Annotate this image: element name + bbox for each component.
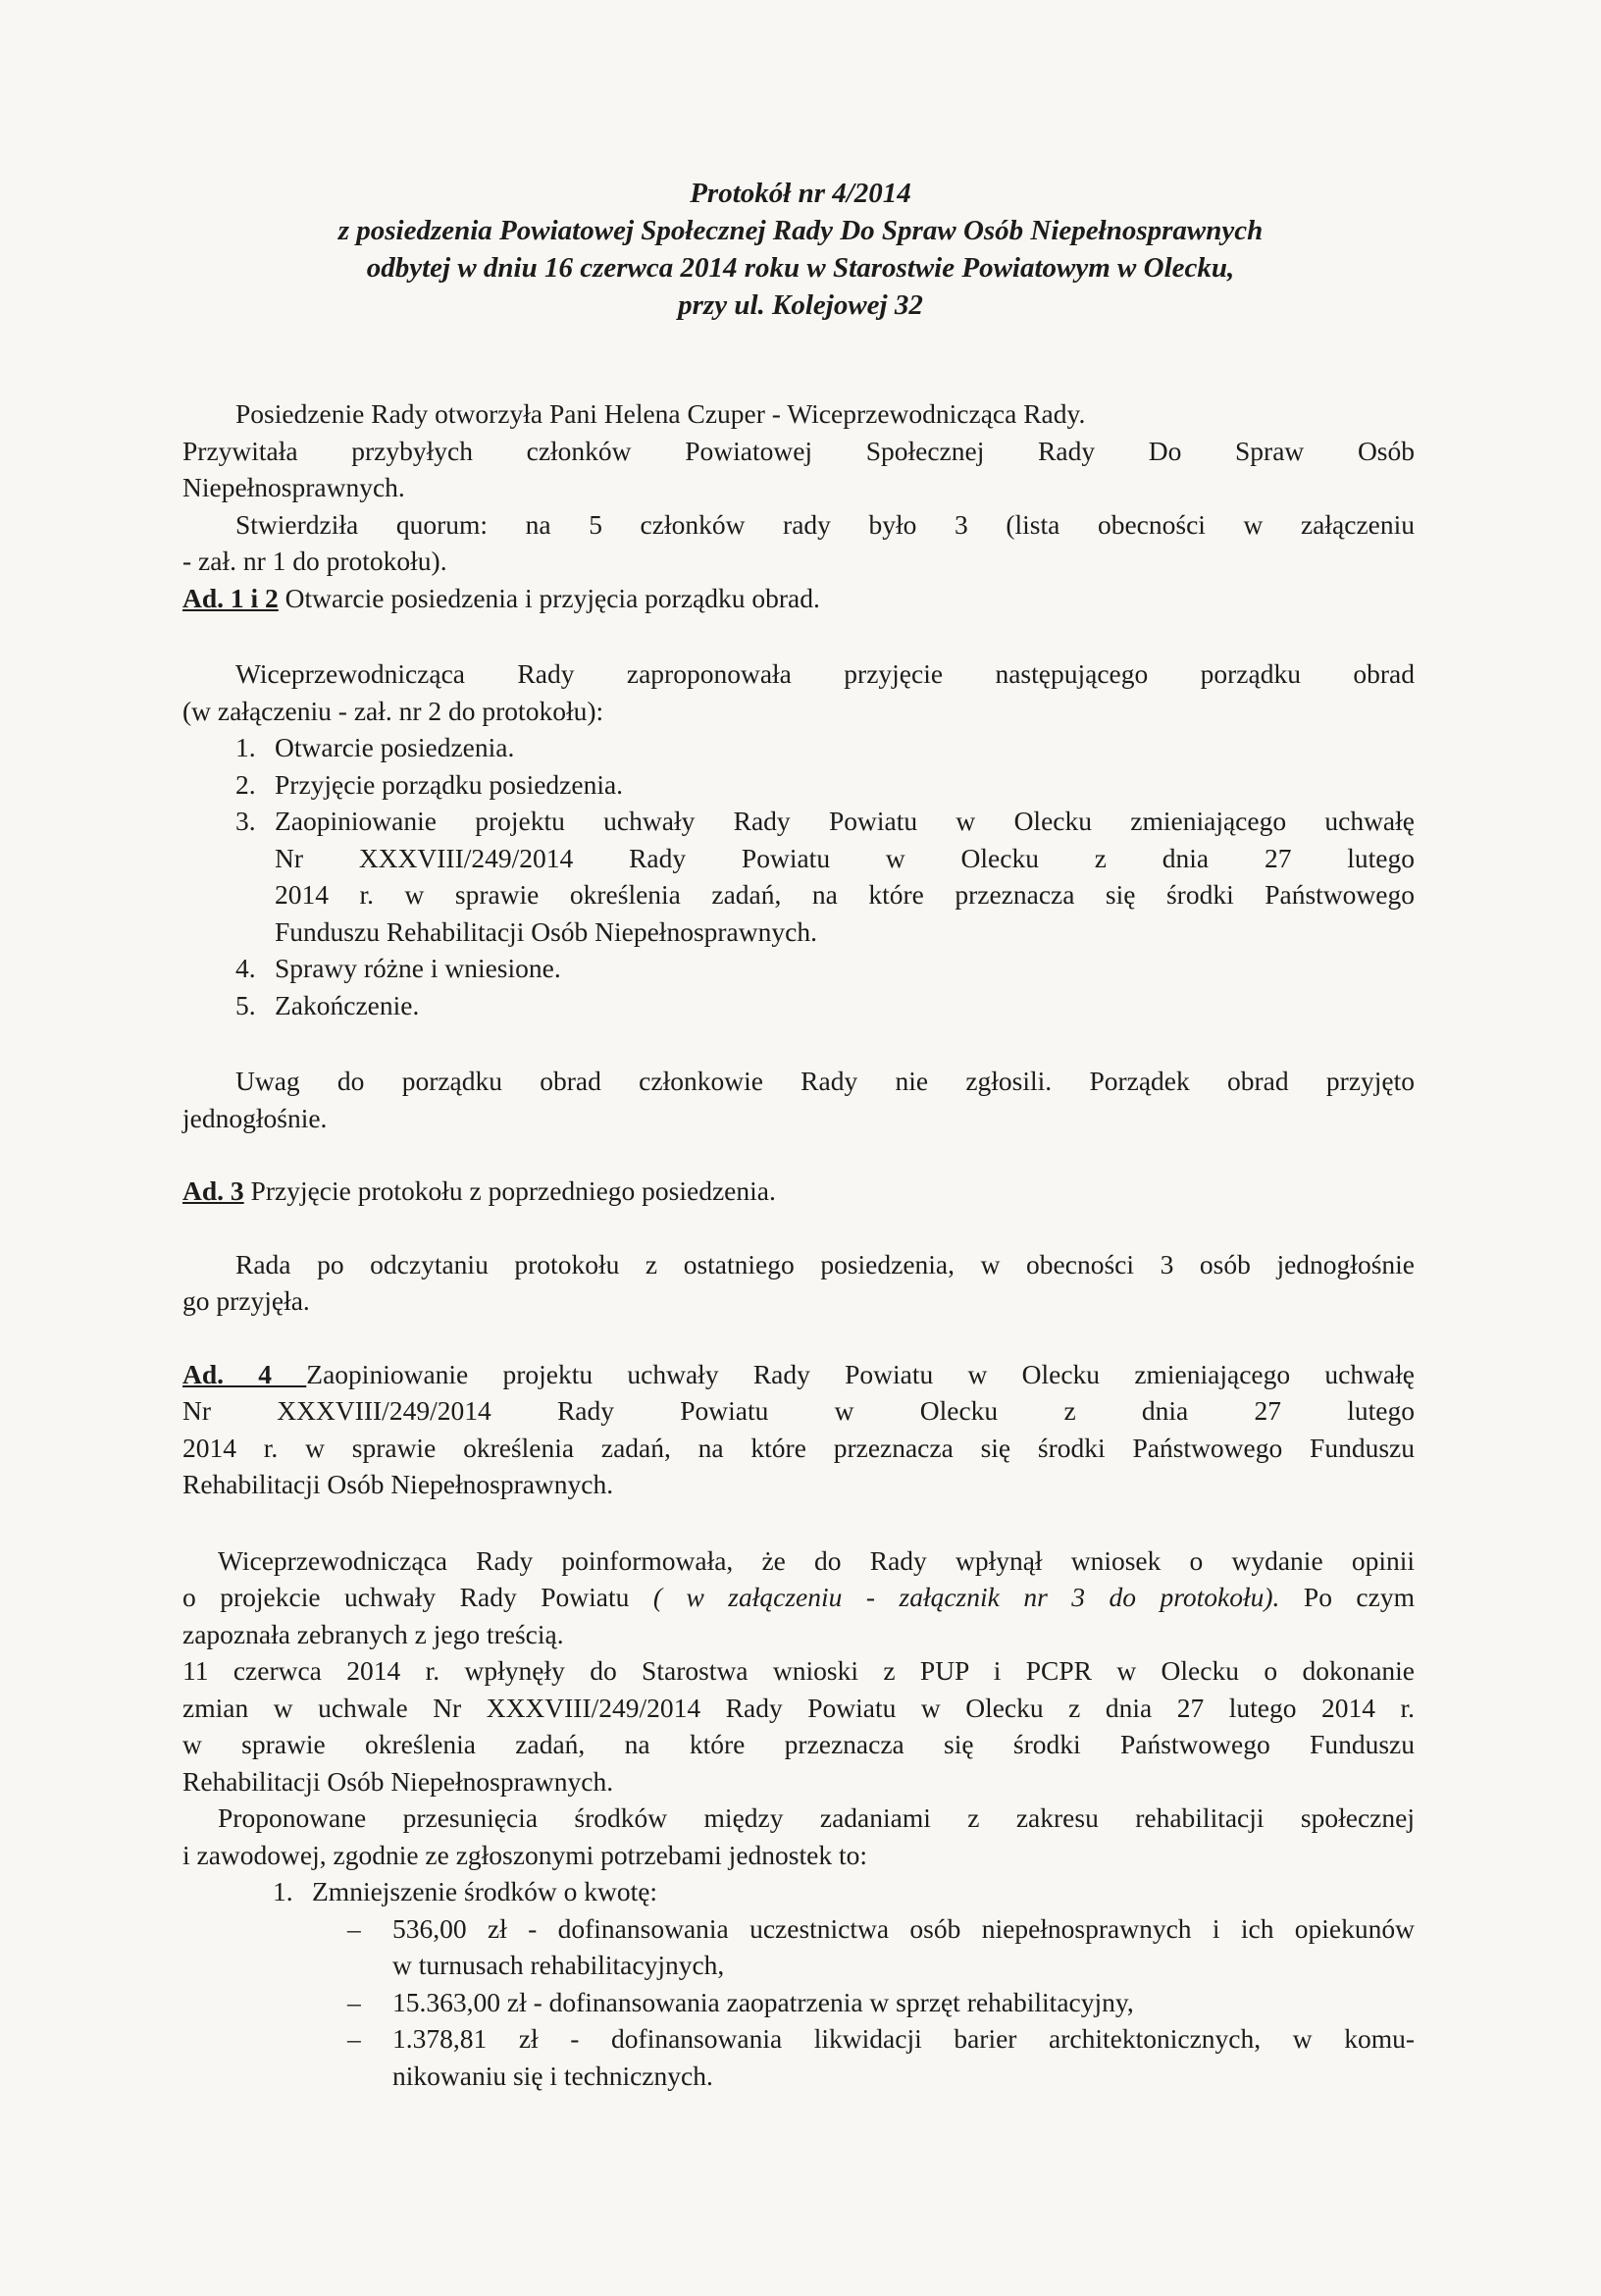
list-text-line: Zaopiniowanie projektu uchwały Rady Powiatu w Olecku zmieniającego uchwałę: [275, 806, 1415, 836]
list-item: [235, 766, 1415, 804]
dash-mark: –: [347, 2023, 361, 2054]
dash-mark: –: [347, 1986, 361, 2017]
dash-text-line: w turnusach rehabilitacyjnych,: [392, 1950, 725, 1980]
paragraph: Nr XXXVIII/249/2014 Rady Powiatu w Olecku z dnia 27 lutego: [182, 1395, 1415, 1426]
dash-text-line: nikowaniu się i technicznych.: [392, 2060, 713, 2091]
paragraph: Niepełnosprawnych.: [182, 472, 405, 502]
section-heading: [182, 1173, 1415, 1210]
dash-item: [347, 1984, 1415, 2021]
dash-item: [347, 1910, 1415, 1984]
title-line: przy ul. Kolejowej 32: [678, 289, 923, 321]
paragraph: Rehabilitacji Osób Niepełnosprawnych.: [182, 1469, 614, 1499]
list-text: Zmniejszenie środków o kwotę:: [312, 1876, 658, 1906]
list-item: [235, 729, 1415, 766]
list-text: [275, 803, 1415, 950]
paragraph: Posiedzenie Rady otworzyła Pani Helena Czuper - Wiceprzewodnicząca Rady.: [235, 398, 1086, 429]
title-line: z posiedzenia Powiatowej Społecznej Rady Do Spraw Osób Niepełnosprawnych: [337, 215, 1264, 246]
list-text: Przyjęcie porządku posiedzenia.: [275, 768, 624, 800]
list-item: [235, 950, 1415, 987]
list-item: [273, 1873, 1415, 1910]
reduction-list: [273, 1873, 1415, 1910]
agenda-list: [182, 729, 1415, 1023]
paragraph: zapoznała zebranych z jego treścią.: [182, 1618, 564, 1649]
list-number: 1.: [235, 732, 256, 762]
list-text-line: Funduszu Rehabilitacji Osób Niepełnosprawnych.: [275, 915, 817, 947]
list-text-line: 2014 r. w sprawie określenia zadań, na które przeznacza się środki Państwowego: [275, 879, 1415, 910]
list-text-line: Nr XXXVIII/249/2014 Rady Powiatu w Olecku z dnia 27 lutego: [275, 842, 1415, 873]
paragraph: zmian w uchwale Nr XXXVIII/249/2014 Rady Powiatu w Olecku z dnia 27 lutego 2014 r.: [182, 1692, 1415, 1723]
paragraph: 2014 r. w sprawie określenia zadań, na które przeznacza się środki Państwowego Funduszu: [182, 1432, 1415, 1463]
paragraph: Rada po odczytaniu protokołu z ostatniego posiedzenia, w obecności 3 osób jednogłośnie: [235, 1248, 1415, 1279]
section-title: Przyjęcie protokołu z poprzedniego posiedzenia.: [243, 1175, 776, 1206]
paragraph: go przyjęła.: [182, 1285, 310, 1316]
paragraph: Uwag do porządku obrad członkowie Rady nie zgłosili. Porządek obrad przyjęto: [235, 1066, 1415, 1096]
list-text: Otwarcie posiedzenia.: [275, 732, 515, 762]
paragraph: - zał. nr 1 do protokołu).: [182, 546, 447, 576]
list-number: 5.: [235, 989, 256, 1020]
dash-text-line: 15.363,00 zł - dofinansowania zaopatrzenia w sprzęt rehabilitacyjny,: [392, 1986, 1134, 2017]
paragraph: Wiceprzewodnicząca Rady zaproponowała przyjęcie następującego porządku obrad: [235, 658, 1415, 689]
paragraph: jednogłośnie.: [182, 1102, 328, 1133]
list-text: Sprawy różne i wniesione.: [275, 953, 561, 983]
dash-text: [392, 2020, 1415, 2094]
paragraph: Wiceprzewodnicząca Rady poinformowała, że do Rady wpłynął wniosek o wydanie opinii: [218, 1544, 1415, 1576]
paragraph: Rehabilitacji Osób Niepełnosprawnych.: [182, 1765, 614, 1797]
section-label: Ad. 3: [182, 1175, 244, 1206]
paragraph: w sprawie określenia zadań, na które przeznacza się środki Państwowego Funduszu: [182, 1729, 1415, 1759]
dash-item: [347, 2020, 1415, 2094]
section-title: Zaopiniowanie projektu uchwały Rady Powiatu w Olecku zmieniającego uchwałę: [306, 1358, 1415, 1389]
document-title: [0, 175, 1601, 324]
section-label: Ad. 4: [182, 1358, 307, 1389]
paragraph: 11 czerwca 2014 r. wpłynęły do Starostwa wnioski z PUP i PCPR w Olecku o dokonanie: [182, 1655, 1415, 1686]
paragraph: i zawodowej, zgodnie ze zgłoszonymi potrzebami jednostek to:: [182, 1839, 867, 1870]
paragraph: [182, 1579, 1415, 1616]
section-heading: [182, 1356, 1415, 1393]
text-run: Po czym: [1279, 1582, 1415, 1612]
paragraph: Stwierdziła quorum: na 5 członków rady było 3 (lista obecności w załączeniu: [235, 508, 1415, 540]
list-number: 1.: [273, 1876, 293, 1906]
dash-mark: –: [347, 1912, 361, 1944]
paragraph: Przywitała przybyłych członków Powiatowej Społecznej Rady Do Spraw Osób: [182, 435, 1415, 466]
list-item: [235, 803, 1415, 950]
list-item: [235, 987, 1415, 1024]
dash-text-line: 1.378,81 zł - dofinansowania likwidacji barier architektonicznych, w komu-: [392, 2023, 1415, 2054]
dash-text: [392, 1984, 1415, 2021]
section-label: Ad. 1 i 2: [182, 582, 279, 613]
document-body: [182, 395, 1415, 2094]
list-number: 3.: [235, 806, 256, 836]
title-line: odbytej w dniu 16 czerwca 2014 roku w Starostwie Powiatowym w Olecku,: [366, 252, 1235, 284]
title-line: Protokół nr 4/2014: [690, 178, 911, 209]
list-number: 4.: [235, 953, 256, 983]
dash-text: [392, 1910, 1415, 1984]
paragraph: (w załączeniu - zał. nr 2 do protokołu):: [182, 695, 604, 726]
list-number: 2.: [235, 768, 256, 800]
text-run: o projekcie uchwały Rady Powiatu: [182, 1582, 653, 1612]
attachment-note: ( w załączeniu - załącznik nr 3 do protokołu).: [652, 1582, 1280, 1612]
dash-text-line: 536,00 zł - dofinansowania uczestnictwa osób niepełnosprawnych i ich opiekunów: [392, 1912, 1415, 1944]
section-heading: [182, 580, 1415, 617]
list-text: Zakończenie.: [275, 989, 420, 1020]
paragraph: Proponowane przesunięcia środków między zadaniami z zakresu rehabilitacji społecznej: [218, 1802, 1415, 1833]
section-title: Otwarcie posiedzenia i przyjęcia porządku obrad.: [278, 582, 820, 613]
